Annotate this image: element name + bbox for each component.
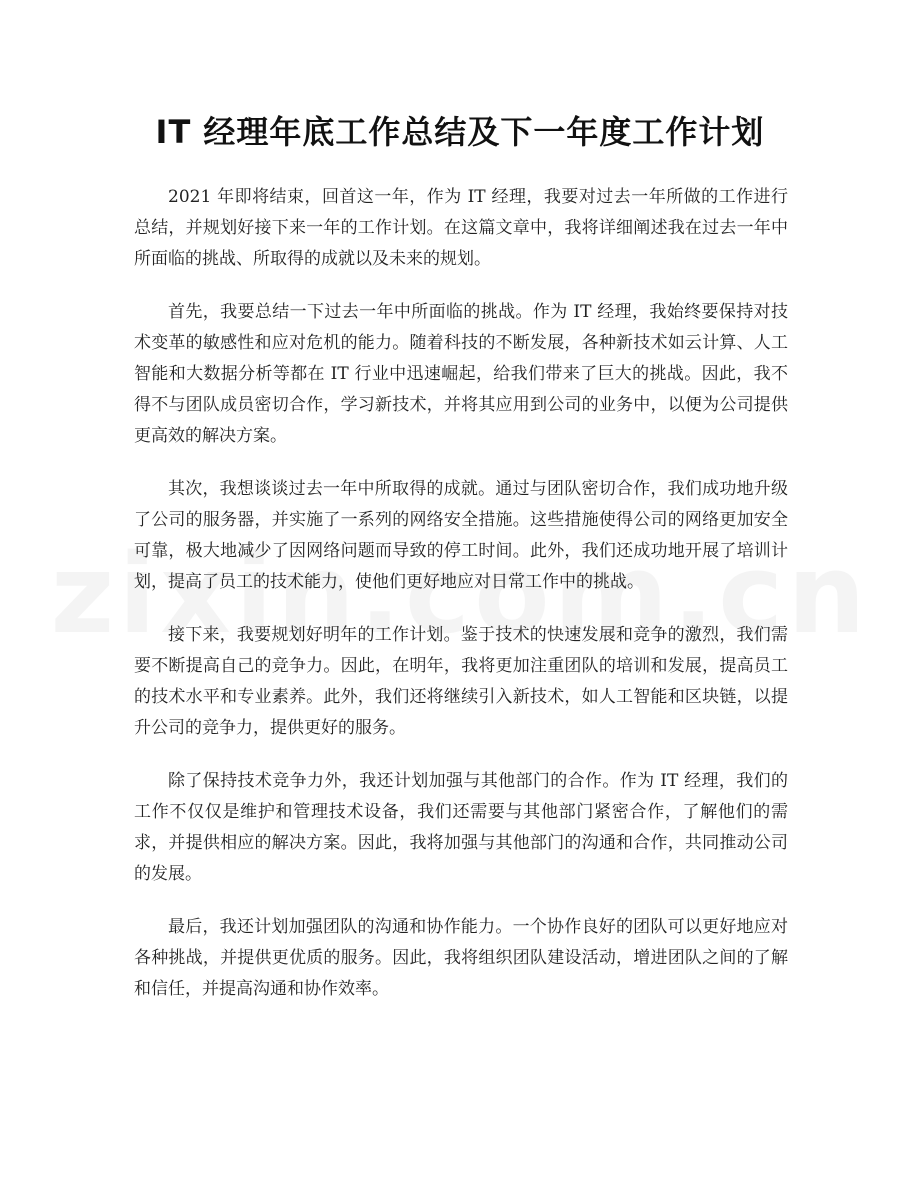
paragraph-intro: 2021 年即将结束，回首这一年，作为 IT 经理，我要对过去一年所做的工作进行总结，并规划好接下来一年的工作计划。在这篇文章中，我将详细阐述我在过去一年中所面临的挑战、所取得的成就以及未来的规划。 [134, 187, 788, 269]
document-body [134, 182, 788, 1027]
paragraph-challenges: 首先，我要总结一下过去一年中所面临的挑战。作为 IT 经理，我始终要保持对技术变革的敏感性和应对危机的能力。随着科技的不断发展，各种新技术如云计算、人工智能和大数据分析等都在 IT 行业中迅速崛起，给我们带来了巨大的挑战。因此，我不得不与团队成员密切合作，学习新技术，并将其应用到公司的业务中，以便为公司提供更高效的解决方案。 [134, 302, 788, 446]
paragraph-team-collaboration: 最后，我还计划加强团队的沟通和协作能力。一个协作良好的团队可以更好地应对各种挑战，并提供更优质的服务。因此，我将组织团队建设活动，增进团队之间的了解和信任，并提高沟通和协作效率。 [134, 917, 788, 999]
paragraph-cross-department: 除了保持技术竞争力外，我还计划加强与其他部门的合作。作为 IT 经理，我们的工作不仅仅是维护和管理技术设备，我们还需要与其他部门紧密合作，了解他们的需求，并提供相应的解决方案。因此，我将加强与其他部门的沟通和合作，共同推动公司的发展。 [134, 771, 788, 884]
document-title: IT 经理年底工作总结及下一年度工作计划 [155, 113, 765, 151]
paragraph-next-year-plan: 接下来，我要规划好明年的工作计划。鉴于技术的快速发展和竞争的激烈，我们需要不断提高自己的竞争力。因此，在明年，我将更加注重团队的培训和发展，提高员工的技术水平和专业素养。此外，我们还将继续引入新技术，如人工智能和区块链，以提升公司的竞争力，提供更好的服务。 [134, 625, 788, 738]
paragraph-achievements: 其次，我想谈谈过去一年中所取得的成就。通过与团队密切合作，我们成功地升级了公司的服务器，并实施了一系列的网络安全措施。这些措施使得公司的网络更加安全可靠，极大地减少了因网络问题而导致的停工时间。此外，我们还成功地开展了培训计划，提高了员工的技术能力，使他们更好地应对日常工作中的挑战。 [134, 479, 788, 592]
